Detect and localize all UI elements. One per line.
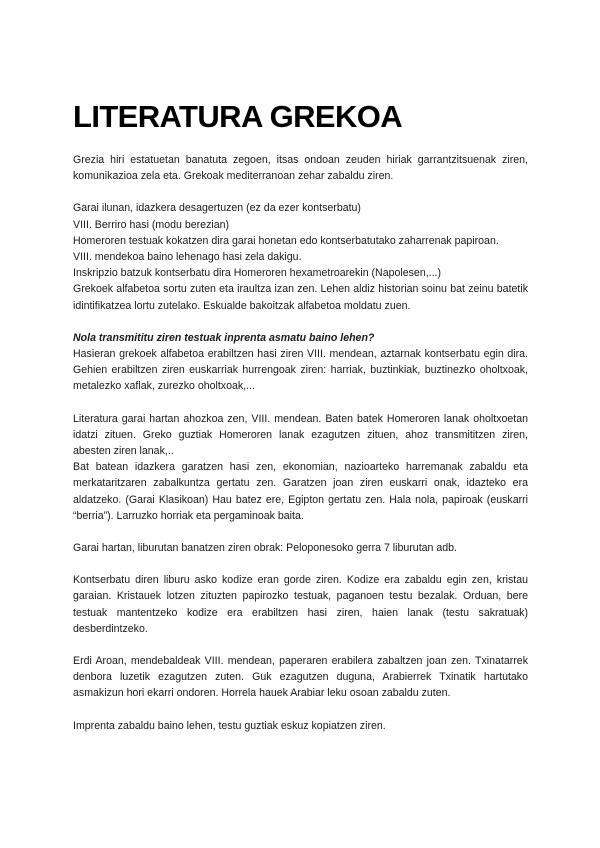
printing-paragraph: Imprenta zabaldu baino lehen, testu guztiak eskuz kopiatzen ziren.	[73, 719, 386, 732]
answer-paragraph: Hasieran grekoek alfabetoa erabiltzen hasi ziren VIII. mendean, aztarnak kontserbatu egin dira. Gehien erabiltzen ziren euskarriak hurrengoak ziren: harriak, buztinkiak, buztinezko oholtxoak, metalezko xaflak, zurezko oholtxoak,...	[73, 348, 528, 393]
timeline-line: VIII. Berriro hasi (modu berezian)	[73, 218, 230, 231]
oral-literature-paragraph: Literatura garai hartan ahozkoa zen, VIII. mendean. Baten batek Homeroren lanak oholtxoetan idatzi zituen. Greko guztiak Homeroren lanak ezagutzen zituen, ahoz transmititzen ziren, abesten ziren lanak,..	[73, 412, 528, 458]
books-paragraph: Garai hartan, liburutan banatzen ziren obrak: Peloponesoko gerra 7 liburutan adb.	[73, 542, 457, 555]
timeline-line: Grekoek alfabetoa sortu zuten eta iraultza izan zen. Lehen aldiz historian soinu bat zeinu batetik idintifikatzea lortu zutelako. Eskualde bakoitzak alfabetoa moldatu zuen.	[73, 283, 528, 312]
timeline-line: Homeroren testuak kokatzen dira garai honetan edo kontserbatutako zaharrenak papiroan.	[73, 234, 499, 247]
middle-ages-paragraph: Erdi Aroan, mendebaldeak VIII. mendean, paperaren erabilera zabaltzen joan zen. Txinatarrek denbora luzetik ezagutzen zuten. Guk ezagutzen duguna, Arabierrek Txinatik hartutako asmakizun hori ekarri ondoren. Horrela hauek Arabiar leku osoan zabaldu zuten.	[73, 655, 528, 700]
codex-paragraph: Kontserbatu diren liburu asko kodize eran gorde ziren. Kodize era zabaldu egin zen, kristau garaian. Kristauek lotzen zituzten papirozko testuak, paganoen testu bezalak. Orduan, bere testuak mantentzeko kodize era erabiltzen hasi ziren, haien lanak (testu sakratuak) desberdintzeko.	[73, 574, 528, 635]
section-question-heading: Nola transmititu ziren testuak inprenta asmatu baino lehen?	[73, 331, 375, 344]
document-body	[73, 152, 528, 734]
page-title: LITERATURA GREKOA	[73, 99, 403, 134]
intro-paragraph: Grezia hiri estatuetan banatuta zegoen, itsas ondoan zeuden hiriak garrantzitsuenak ziren, komunikazioa zela eta. Grekoak mediterranoan zehar zabaldu ziren.	[73, 154, 528, 183]
timeline-line: Garai ilunan, idazkera desagertuzen (ez da ezer kontserbatu)	[73, 202, 361, 215]
timeline-line: Inskripzio batzuk kontserbatu dira Homeroren hexametroarekin (Napolesen,...)	[73, 267, 442, 280]
writing-development-paragraph: Bat batean idazkera garatzen hasi zen, ekonomian, nazioarteko harremanak zabaldu eta merkataritzaren zabalkuntza gertatu zen. Garatzen joan ziren euskarri onak, idazteko era aldatzeko. (Garai Klasikoan) Hau batez ere, Egipton gertatu zen. Hala nola, papiroak (euskarri “berria”). Larruzko horriak eta pergaminoak baita.	[73, 461, 528, 522]
timeline-line: VIII. mendekoa baino lehenago hasi zela dakigu.	[73, 251, 302, 264]
